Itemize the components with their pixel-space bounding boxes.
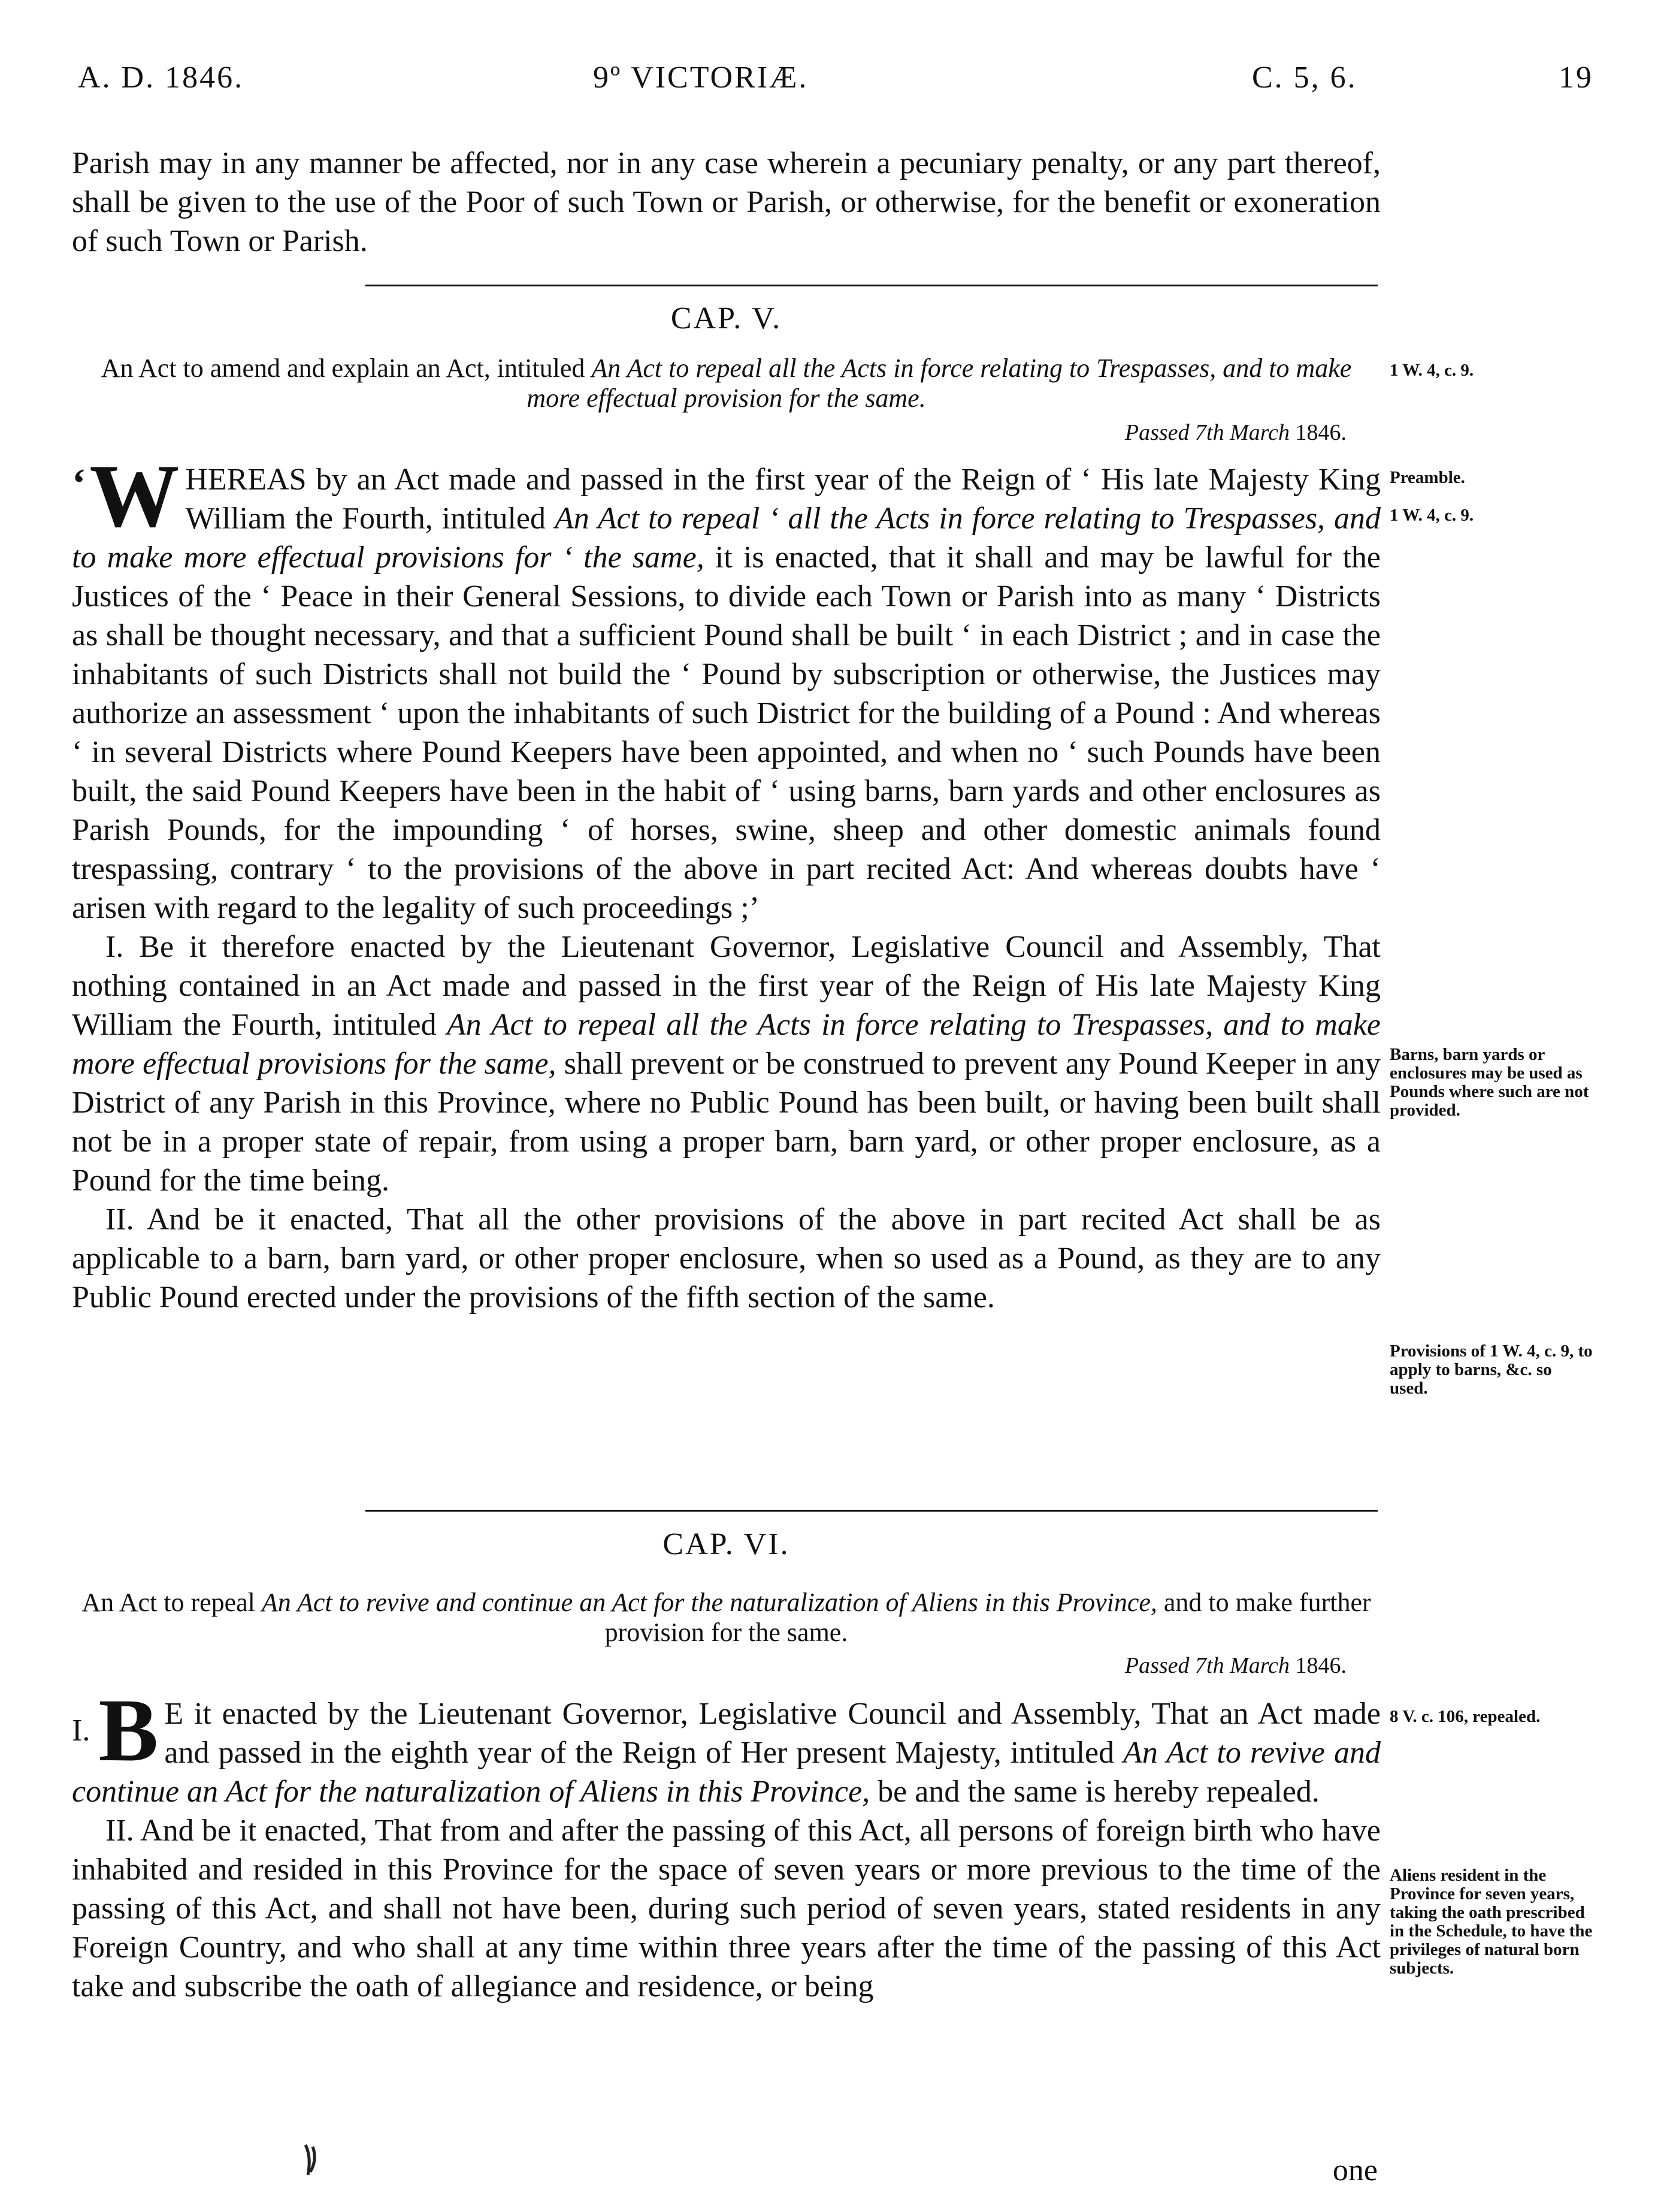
continuation-paragraph [72, 144, 1381, 261]
cap5-title-plain: An Act to amend and explain an Act, intituled [101, 353, 592, 383]
running-head-year: A. D. 1846. [78, 61, 244, 95]
preamble-open-quote: ‘ [72, 461, 86, 507]
cap6-drop-cap: B [98, 1681, 159, 1780]
cap6-heading: CAP. VI. [662, 1527, 790, 1561]
cap5-passed-year: 1846. [1295, 420, 1347, 445]
margin-note-cap5-ref: 1 W. 4, c. 9. [1390, 361, 1474, 380]
cap6-section-2: II. And be it enacted, That from and after the passing of this Act, all persons of foreign birth who have inhabited and resided in this Province for the space of seven years or more previous to the time of the passing of this Act, and shall not have been, during such period of seven years, stated residents in any Foreign Country, and who shall at any time within three years after the time of the passing of this Act take and subscribe the oath of allegiance and residence, or being [72, 1814, 1381, 2004]
cap5-s1-text-a: I. Be it therefore enacted by the Lieutenant Governor, Legislative Council and Assembly, That nothing contained in an Act made and passed in the first year of the Reign of His late Majesty King William the Fourth, intituled [72, 930, 1381, 1042]
section-divider [365, 1510, 1378, 1512]
running-head-chapters: C. 5, 6. [1252, 61, 1357, 95]
cap5-passed-label: Passed 7th March [1124, 420, 1290, 445]
cap6-title-plain-2: and to make further provision for the same. [604, 1588, 1371, 1647]
cap5-s1-italic: An Act to repeal all the Acts in force relating to Trespasses, and to make more effectual provisions for the same, [72, 1008, 1381, 1081]
cap6-long-title [72, 1588, 1381, 1648]
preamble-italic-title: An Act to repeal ‘ all the Acts in force relating to Trespasses, and to make more effectual provisions for ‘ the same, [72, 501, 1381, 575]
margin-note-cap6-s2: Aliens resident in the Province for seven years, taking the oath prescribed in the Schedule, to have the privileges of natural born subjects. [1390, 1866, 1593, 1978]
cap6-passed-date [1125, 1652, 1347, 1679]
cap5-heading: CAP. V. [670, 301, 782, 336]
cap6-s1-number: I. [72, 1714, 90, 1748]
cap5-section-2: II. And be it enacted, That all the other provisions of the above in part recited Act shall be as applicable to a barn, barn yard, or other proper enclosure, when so used as a Pound, as they are to any Public Pound erected under the provisions of the fifth section of the same. [72, 1202, 1381, 1314]
preamble-text-1: HEREAS by an Act made and passed in the first year of the Reign of ‘ His late Majesty King William the Fourth, intituled [185, 463, 1381, 536]
margin-note-preamble-ref: 1 W. 4, c. 9. [1390, 506, 1474, 525]
cap5-body [72, 446, 1381, 1317]
cap5-passed-date [1125, 419, 1347, 446]
cap6-title-italic: An Act to revive and continue an Act for the naturalization of Aliens in this Province, [261, 1588, 1157, 1617]
running-head-reign: 9º VICTORIÆ. [593, 61, 809, 95]
ink-blot-mark [299, 2142, 323, 2178]
cap6-passed-label: Passed 7th March [1124, 1653, 1290, 1678]
cap6-body [72, 1681, 1381, 2006]
cap5-s1-text-b: shall prevent or be construed to prevent any Pound Keeper in any District of any Parish in this Province, where no Public Pound has been built, or having been built shall not be in a proper state of repair, from using a proper barn, barn yard, or other proper enclosure, as a Pound for the time being. [72, 1047, 1381, 1198]
cap6-title-plain-1: An Act to repeal [81, 1588, 262, 1617]
cap5-drop-cap: W [89, 446, 180, 546]
continuation-text: Parish may in any manner be affected, nor in any case wherein a pecuniary penalty, or any part thereof, shall be given to the use of the Poor of such Town or Parish, or otherwise, for the benefit or exoneration of such Town or Parish. [72, 146, 1381, 258]
section-divider [365, 285, 1378, 286]
cap5-section-1 [72, 927, 1381, 1200]
cap6-s1-text-b: be and the same is hereby repealed. [870, 1775, 1320, 1809]
catchword: one [1332, 2153, 1378, 2187]
cap5-title-italic: An Act to repeal all the Acts in force relating to Trespasses, and to make more effectual provision for the same. [527, 353, 1352, 413]
cap6-s1-italic: An Act to revive and continue an Act for the naturalization of Aliens in this Province, [72, 1736, 1381, 1809]
cap5-preamble [72, 446, 1381, 927]
running-head [72, 60, 1593, 108]
cap6-passed-year: 1846. [1295, 1653, 1347, 1678]
preamble-text-2: it is enacted, that it shall and may be lawful for the Justices of the ‘ Peace in their General Sessions, to divide each Town or Parish into as many ‘ Districts as shall be thought necessary, and that a sufficient Pound shall be built ‘ in each District ; and in case the inhabitants of such Districts shall not build the ‘ Pound by subscription or otherwise, the Justices may authorize an assessment ‘ upon the inhabitants of such District for the building of a Pound : And whereas ‘ in several Districts where Pound Keepers have been appointed, and when no ‘ such Pounds have been built, the said Pound Keepers have been in the habit of ‘ using barns, barn yards and other enclosures as Parish Pounds, for the impounding ‘ of horses, swine, sheep and other domestic animals found trespassing, contrary ‘ to the provisions of the above in part recited Act: And whereas doubts have ‘ arisen with regard to the legality of such proceedings ;’ [72, 540, 1381, 925]
margin-note-cap5-s2: Provisions of 1 W. 4, c. 9, to apply to barns, &c. so used. [1390, 1341, 1593, 1398]
cap6-s1-text-a: E it enacted by the Lieutenant Governor, Legislative Council and Assembly, That an Act made and passed in the eighth year of the Reign of Her present Majesty, intituled [164, 1697, 1381, 1770]
cap6-section-1 [72, 1681, 1381, 1811]
margin-note-preamble: Preamble. [1390, 468, 1465, 487]
cap5-long-title [72, 353, 1381, 413]
margin-note-cap6-s1: 8 V. c. 106, repealed. [1390, 1707, 1541, 1726]
margin-note-cap5-s1: Barns, barn yards or enclosures may be used as Pounds where such are not provided. [1390, 1045, 1589, 1120]
page-number: 19 [1559, 61, 1593, 95]
